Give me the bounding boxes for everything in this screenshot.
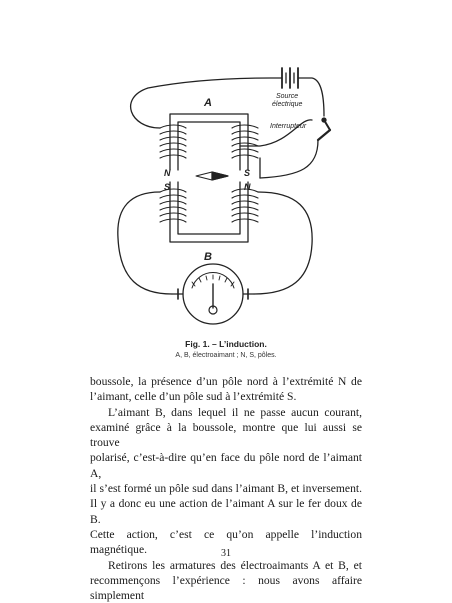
switch-label: Interrupteur [270,123,307,130]
source-label-line1: Source [276,93,299,100]
paragraph-line: l’aimant, celle d’un pôle sud à l’extrémité S. [90,390,297,404]
coil-left-b [160,189,186,222]
coil-right-b [232,189,258,222]
figure-caption-legend: A, B, électroaimant ; N, S, pôles. [175,352,277,359]
pole-n-left-label: N [164,168,171,178]
induction-figure [100,58,340,326]
paragraph-line: recommençons l’expérience : nous avons affaire simplement [90,573,362,603]
switch-icon [318,118,330,140]
paragraph-line: L’aimant B, dans lequel il ne passe aucun courant, [108,405,362,419]
pole-s-right-label: S [244,168,251,178]
galvanometer-icon [172,264,254,324]
battery-icon [282,68,298,88]
coil-left-a [160,125,186,158]
paragraph-line: examiné grâce à la boussole, montre que lui aussi se trouve [90,420,362,450]
body-text [90,374,362,603]
paragraph-line: Il y a donc eu une action de l’aimant A sur le fer doux de B. [90,497,362,526]
page-number: 31 [221,548,231,559]
paragraph-line: il s’est formé un pôle sud dans l’aimant B, et inversement. [90,482,362,496]
paragraph-line: Cette action, c’est ce qu’on appelle l’induction magnétique. [90,527,362,557]
compass-needle-icon [196,172,228,180]
figure-caption-title: Fig. 1. – L’induction. [185,339,267,349]
pole-n-right-label: N [244,182,251,192]
paragraph-line: boussole, la présence d’un pôle nord à l’extrémité N de [90,375,362,388]
pole-s-left-label: S [164,182,171,192]
lower-circuit-wire [118,192,312,294]
paragraph-line: Retirons les armatures des électroaimants A et B, et [108,558,362,572]
source-label-line2: électrique [272,101,303,108]
coil-right-a [232,125,258,158]
paragraph-line: polarisé, c’est-à-dire qu’en face du pôle nord de l’aimant A, [90,451,362,480]
magnet-a-label: A [204,97,212,109]
magnet-b-label: B [204,251,212,263]
